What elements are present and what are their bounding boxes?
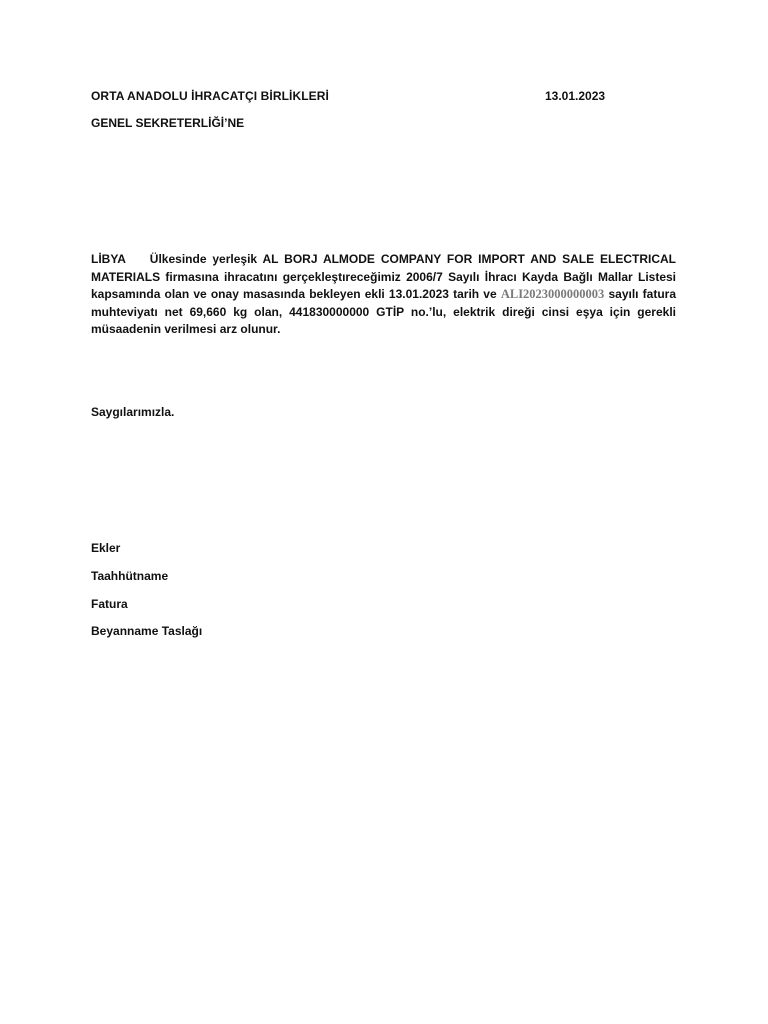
- recipient-subtitle: GENEL SEKRETERLİĞİ’NE: [91, 116, 245, 130]
- closing-text: Saygılarımızla.: [91, 405, 175, 419]
- attachment-item: Beyanname Taslağı: [91, 624, 203, 638]
- letter-body: [91, 251, 676, 339]
- attachment-item: Taahhütname: [91, 569, 169, 583]
- letter-date: 13.01.2023: [545, 89, 606, 103]
- attachment-item: Fatura: [91, 597, 128, 611]
- invoice-number: ALI2023000000003: [500, 287, 605, 301]
- body-text-1: Ülkesinde yerleşik AL BORJ ALMODE COMPANY FOR IMPORT AND SALE ELECTRICAL MATERIALS firmasına ihracatını gerçekleştıreceğimiz 2006/7 Sayılı İhracı Kayda Bağlı Mallar Listesi kapsamında olan ve onay masasında bekleyen ekli 13.01.2023 tarih ve: [91, 252, 676, 301]
- attachments-heading: Ekler: [91, 541, 121, 555]
- body-text-2: sayılı fatura muhteviyatı net 69,660 kg olan, 441830000000 GTİP no.’lu, elektrik direği cinsi eşya için gerekli müsaadenin verilmesi arz olunur.: [91, 287, 677, 336]
- country-name: LİBYA: [91, 252, 126, 266]
- recipient-title: ORTA ANADOLU İHRACATÇI BİRLİKLERİ: [91, 89, 329, 103]
